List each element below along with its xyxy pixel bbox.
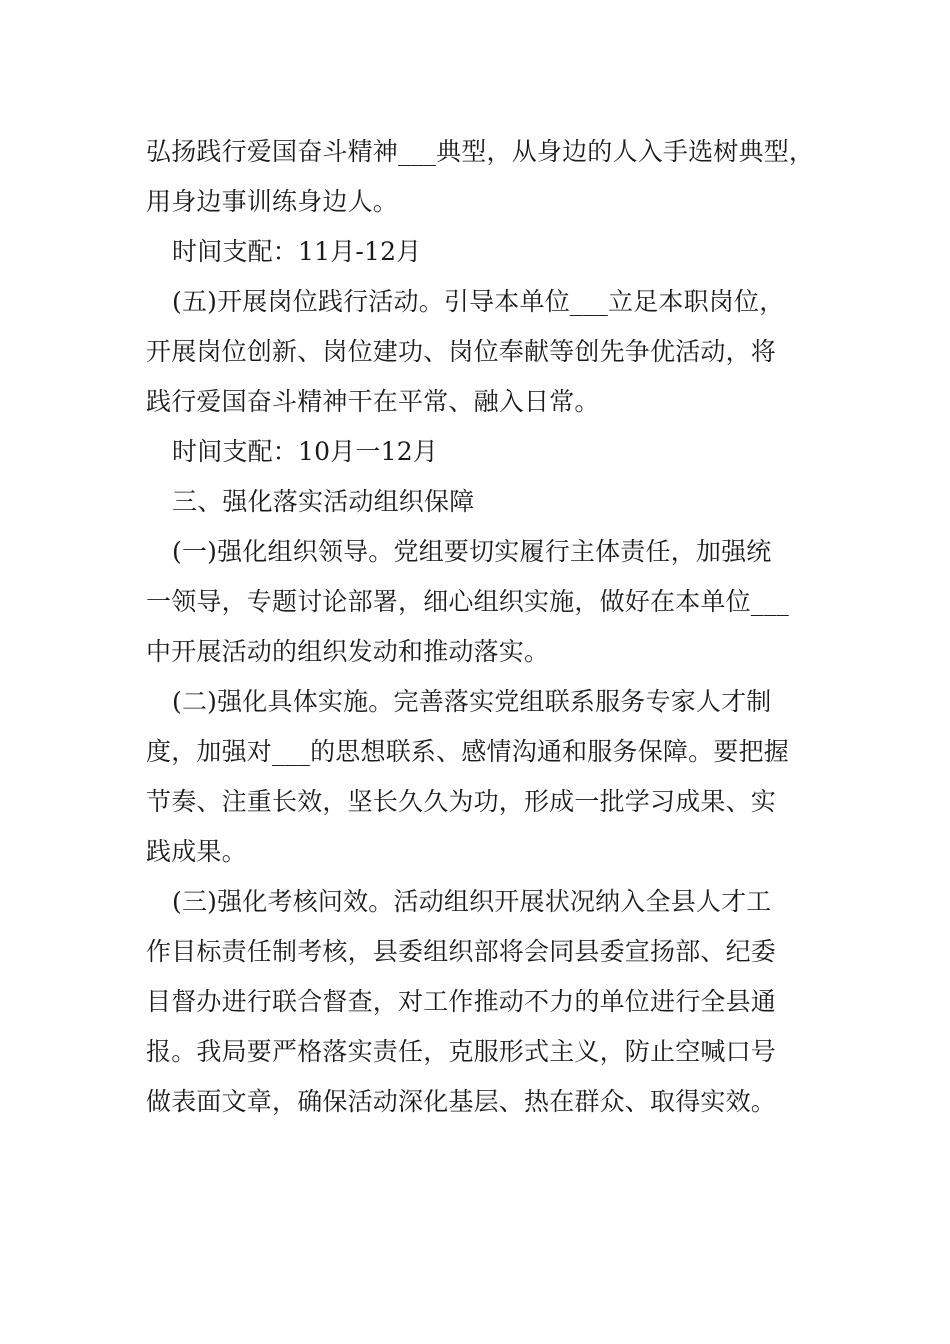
text-line: 目督办进行联合督查，对工作推动不力的单位进行全县通	[146, 987, 777, 1016]
text-line: 度，加强对___的思想联系、感情沟通和服务保障。要把握	[146, 737, 789, 766]
text-line: (一)强化组织领导。党组要切实履行主体责任，加强统	[172, 537, 772, 566]
text-line: (二)强化具体实施。完善落实党组联系服务专家人才制	[172, 687, 772, 716]
text-line: 报。我局要严格落实责任，克服形式主义，防止空喊口号	[146, 1037, 777, 1066]
text-line: 开展岗位创新、岗位建功、岗位奉献等创先争优活动，将	[146, 337, 777, 366]
section-heading: 三、强化落实活动组织保障	[172, 487, 475, 516]
text-line: 弘扬践行爱国奋斗精神___典型，从身边的人入手选树典型，	[146, 137, 815, 166]
text-line: 做表面文章，确保活动深化基层、热在群众、取得实效。	[146, 1087, 777, 1116]
text-line: 中开展活动的组织发动和推动落实。	[146, 637, 550, 666]
text-line: 一领导，专题讨论部署，细心组织实施，做好在本单位___	[146, 587, 789, 616]
text-line: 时间支配：10月一12月	[172, 437, 439, 466]
text-line: 作目标责任制考核，县委组织部将会同县委宣扬部、纪委	[146, 937, 777, 966]
text-line: (三)强化考核问效。活动组织开展状况纳入全县人才工	[172, 887, 772, 916]
text-line: 践行爱国奋斗精神干在平常、融入日常。	[146, 387, 600, 416]
text-line: 时间支配：11月-12月	[172, 237, 422, 266]
text-line: 用身边事训练身边人。	[146, 187, 399, 216]
text-line: 节奏、注重长效，坚长久久为功，形成一批学习成果、实	[146, 787, 777, 816]
text-line: 践成果。	[146, 837, 247, 866]
text-line: (五)开展岗位践行活动。引导本单位___立足本职岗位，	[172, 287, 785, 316]
